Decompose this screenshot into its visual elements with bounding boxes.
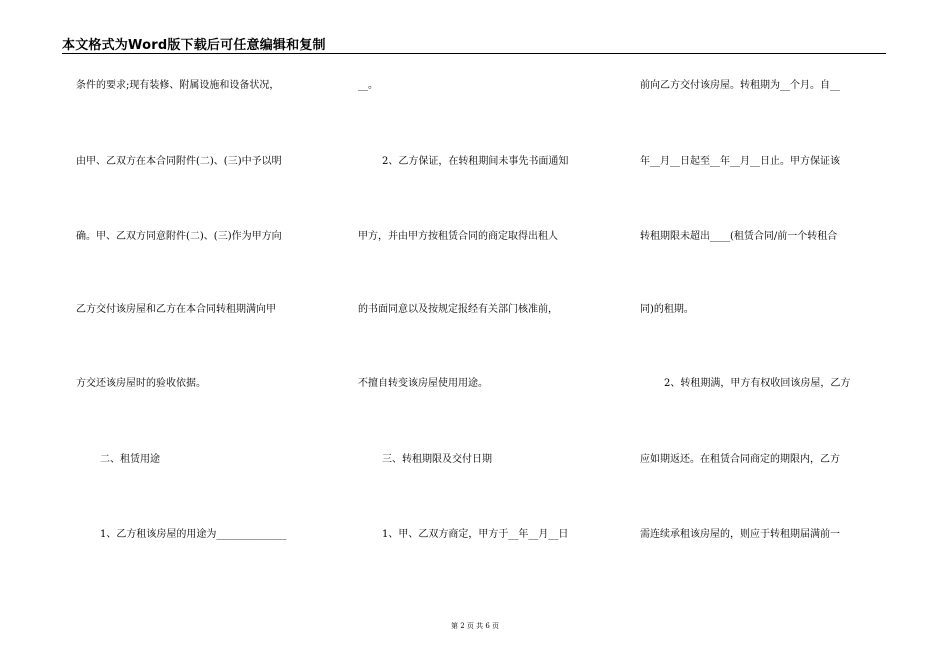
text-line: __。 xyxy=(358,80,378,91)
text-line: 1、甲、乙双方商定，甲方于__年__月__日 xyxy=(382,529,569,540)
text-line: 同)的租期。 xyxy=(640,304,694,315)
text-line: 应如期返还。在租赁合同商定的期限内，乙方 xyxy=(640,454,840,465)
text-line: 1、乙方租该房屋的用途为______________ xyxy=(100,529,287,540)
page-number: 第 2 页 共 6 页 xyxy=(450,622,500,630)
text-line: 由甲、乙双方在本合同附件(二)、(三)中予以明 xyxy=(76,156,282,167)
section-heading: 二、租赁用途 xyxy=(100,454,160,465)
text-line: 确。甲、乙双方同意附件(二)、(三)作为甲方向 xyxy=(76,231,282,242)
text-line: 需连续承租该房屋的，则应于转租期届满前一 xyxy=(640,529,840,540)
text-column-3 xyxy=(640,0,890,672)
text-column-2 xyxy=(358,0,608,672)
text-line: 不擅自转变该房屋使用用途。 xyxy=(358,378,488,389)
text-column-1 xyxy=(76,0,326,672)
text-line: 乙方交付该房屋和乙方在本合同转租期满向甲 xyxy=(76,304,276,315)
text-line: 条件的要求;现有装修、附属设施和设备状况， xyxy=(76,80,280,91)
header-title: 本文格式为Word版下载后可任意编辑和复制 xyxy=(62,38,326,53)
section-heading: 三、转租期限及交付日期 xyxy=(382,454,492,465)
text-line: 转租期限未超出____(租赁合同/前一个转租合 xyxy=(640,231,838,242)
text-line: 的书面同意以及按规定报经有关部门核准前， xyxy=(358,304,558,315)
text-line: 方交还该房屋时的验收依据。 xyxy=(76,378,206,389)
text-line: 2、乙方保证，在转租期间未事先书面通知 xyxy=(382,156,569,167)
text-line: 2、转租期满，甲方有权收回该房屋，乙方 xyxy=(664,378,851,389)
text-line: 甲方，并由甲方按租赁合同的商定取得出租人 xyxy=(358,231,558,242)
text-line: 年__月__日起至__年__月__日止。甲方保证该 xyxy=(640,156,840,167)
text-line: 前向乙方交付该房屋。转租期为__个月。自__ xyxy=(640,80,840,91)
